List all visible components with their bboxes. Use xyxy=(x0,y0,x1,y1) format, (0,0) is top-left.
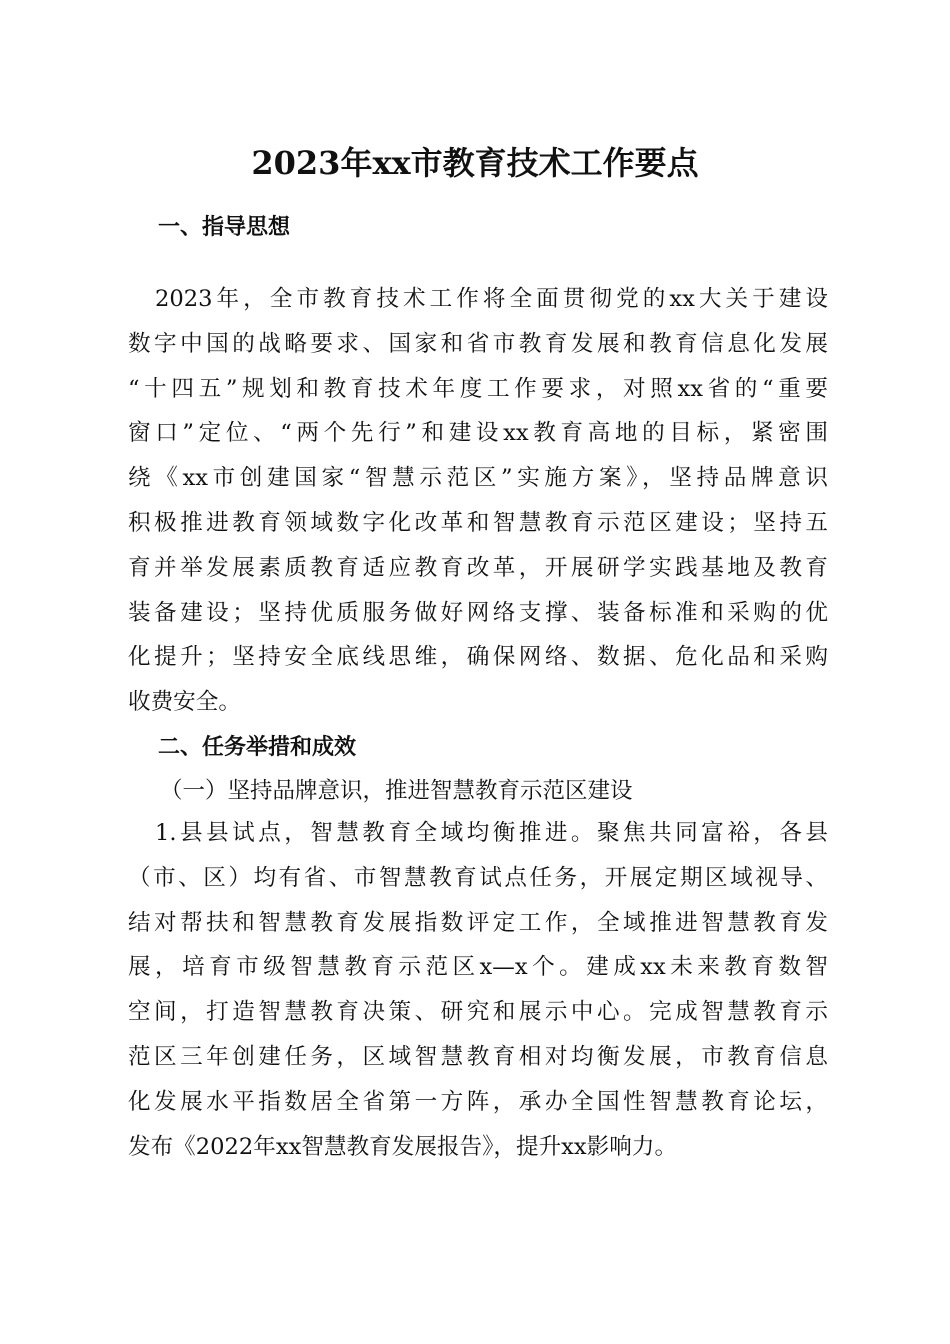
text-line: 窗口”定位、“两个先行”和建设xx教育高地的目标，紧密围 xyxy=(128,420,828,447)
text-line: （市、区）均有省、市智慧教育试点任务，开展定期区域视导、 xyxy=(128,864,828,891)
subsection-heading-brand: （一）坚持品牌意识，推进智慧教育示范区建设 xyxy=(160,778,633,804)
text-line: 数字中国的战略要求、国家和省市教育发展和教育信息化发展 xyxy=(128,330,828,357)
section-heading-tasks: 二、任务举措和成效 xyxy=(158,735,357,760)
text-line: 装备建设；坚持优质服务做好网络支撑、装备标准和采购的优 xyxy=(128,599,828,626)
paragraph-guiding-ideology xyxy=(128,277,828,725)
text-line: 范区三年创建任务，区域智慧教育相对均衡发展，市教育信息 xyxy=(128,1043,828,1070)
paragraph-county-pilots xyxy=(128,811,828,1169)
text-line: 空间，打造智慧教育决策、研究和展示中心。完成智慧教育示 xyxy=(128,999,828,1026)
text-line: 化提升；坚持安全底线思维，确保网络、数据、危化品和采购 xyxy=(128,644,828,671)
document-title: 2023年xx市教育技术工作要点 xyxy=(251,144,699,182)
text-line: 收费安全。 xyxy=(128,689,241,716)
text-line: 展，培育市级智慧教育示范区x—x个。建成xx未来教育数智 xyxy=(128,954,828,981)
section-heading-guiding-ideology: 一、指导思想 xyxy=(158,215,291,240)
text-line: 1.县县试点，智慧教育全域均衡推进。聚焦共同富裕，各县 xyxy=(155,820,828,846)
text-line: “十四五”规划和教育技术年度工作要求，对照xx省的“重要 xyxy=(128,375,828,402)
text-line: 积极推进教育领域数字化改革和智慧教育示范区建设；坚持五 xyxy=(128,509,828,536)
text-line: 发布《2022年xx智慧教育发展报告》，提升xx影响力。 xyxy=(128,1133,678,1160)
text-line: 结对帮扶和智慧教育发展指数评定工作，全域推进智慧教育发 xyxy=(128,909,828,936)
text-line: 绕《xx市创建国家“智慧示范区”实施方案》，坚持品牌意识 xyxy=(128,465,828,492)
text-line: 育并举发展素质教育适应教育改革，开展研学实践基地及教育 xyxy=(128,554,828,581)
text-line: 化发展水平指数居全省第一方阵，承办全国性智慧教育论坛， xyxy=(128,1088,828,1115)
text-line: 2023年，全市教育技术工作将全面贯彻党的xx大关于建设 xyxy=(155,286,828,312)
